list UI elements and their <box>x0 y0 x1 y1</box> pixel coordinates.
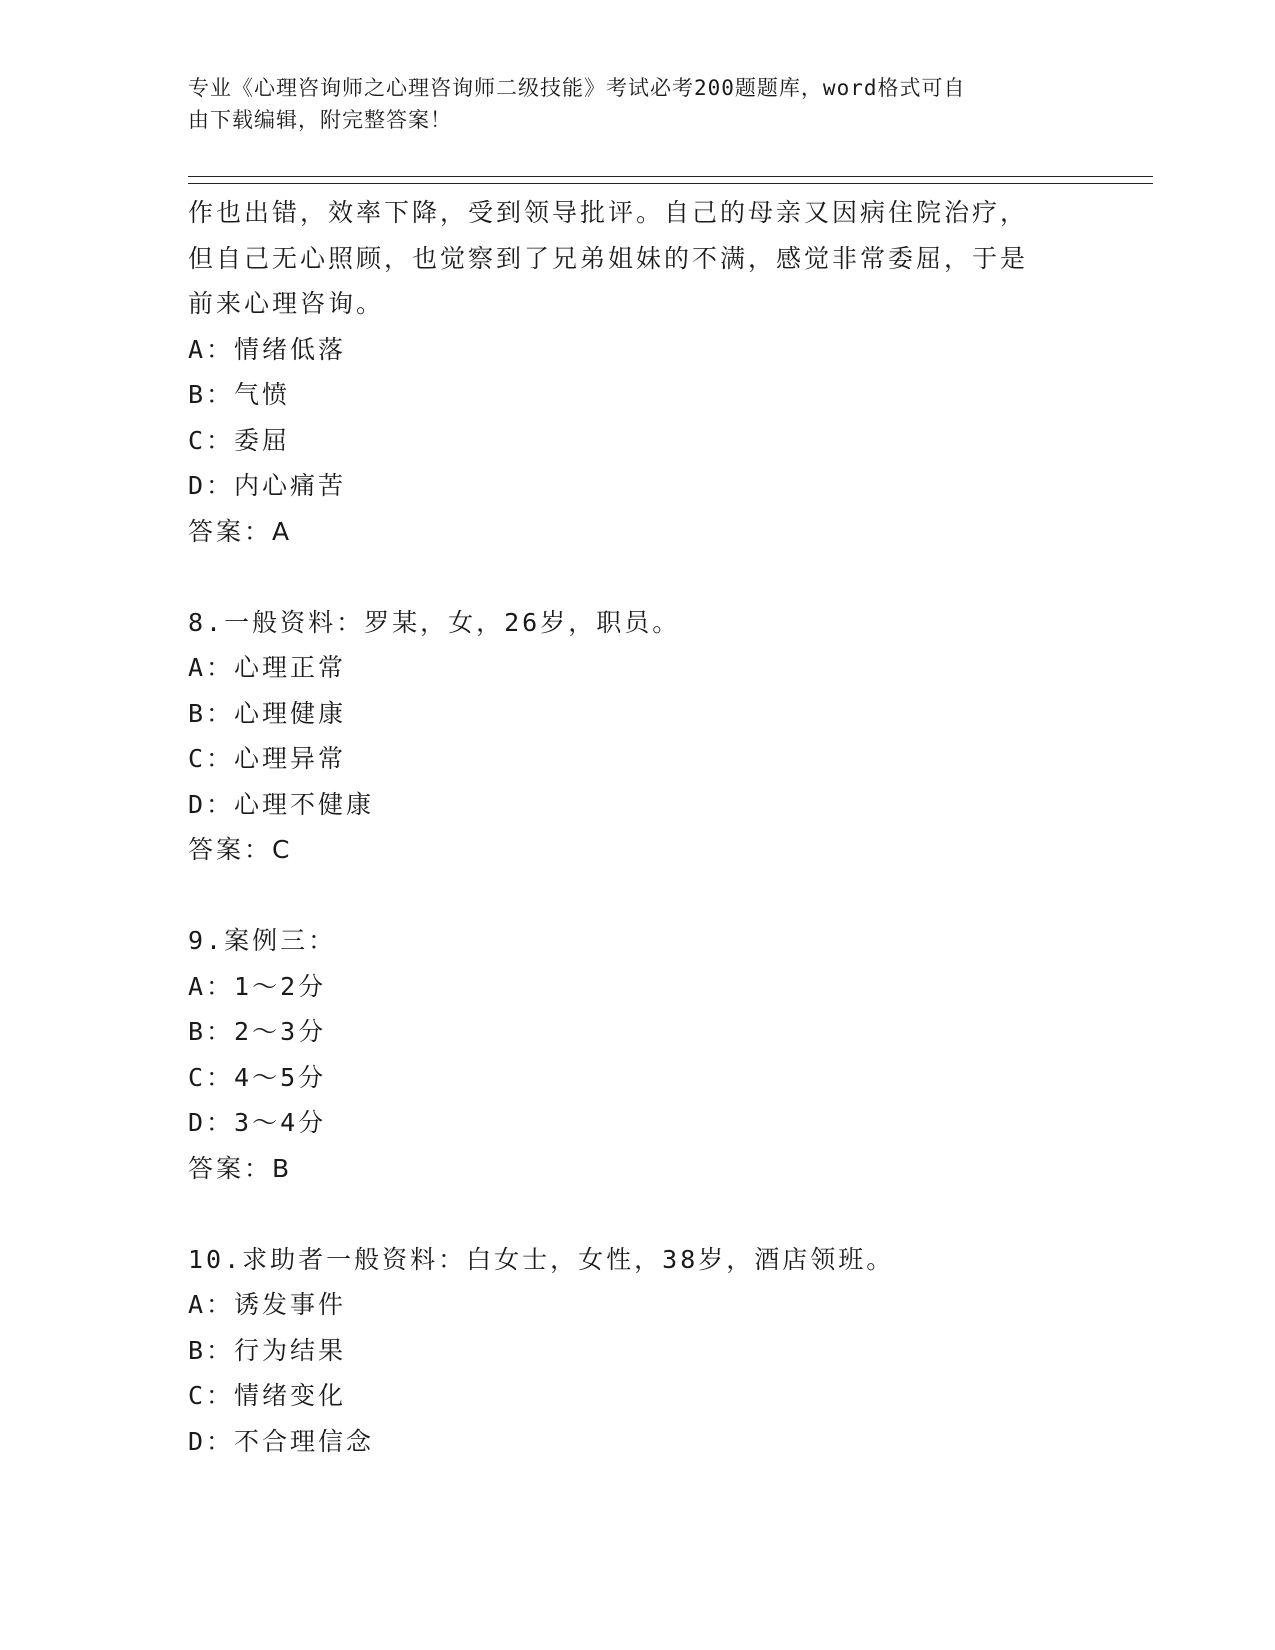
question-9 <box>188 918 1088 1191</box>
question-7-continuation <box>188 190 1088 554</box>
option-c: C：情绪变化 <box>188 1381 347 1410</box>
question-stem: 10.求助者一般资料：白女士，女性，38岁，酒店领班。 <box>188 1244 895 1274</box>
option-b: B：2～3分 <box>188 1017 327 1046</box>
option-a: A：诱发事件 <box>188 1290 347 1319</box>
option-d: D：心理不健康 <box>188 789 375 819</box>
question-content <box>188 190 1088 1464</box>
question-stem: 8.一般资料：罗某，女，26岁，职员。 <box>188 607 681 637</box>
answer-line: 答案：A <box>188 516 293 546</box>
question-10 <box>188 1237 1088 1465</box>
header-line-1: 专业《心理咨询师之心理咨询师二级技能》考试必考200题题库，word格式可自 <box>188 76 966 100</box>
option-a: A：情绪低落 <box>188 334 347 364</box>
spacer <box>188 873 1088 919</box>
stem-line: 作也出错，效率下降，受到领导批评。自己的母亲又因病住院治疗， <box>188 198 1029 227</box>
question-8 <box>188 600 1088 873</box>
option-d: D：3～4分 <box>188 1108 327 1137</box>
option-a: A：心理正常 <box>188 653 347 682</box>
question-stem: 9.案例三： <box>188 926 337 955</box>
stem-line: 但自己无心照顾，也觉察到了兄弟姐妹的不满，感觉非常委屈，于是 <box>188 243 1029 273</box>
option-b: B：心理健康 <box>188 698 347 728</box>
header-divider-bottom <box>188 183 1153 184</box>
document-header <box>188 72 1078 136</box>
option-d: D：不合理信念 <box>188 1426 375 1456</box>
spacer <box>188 554 1088 600</box>
option-c: C：4～5分 <box>188 1062 327 1092</box>
option-b: B：气愤 <box>188 380 291 409</box>
answer-line: 答案：B <box>188 1153 293 1183</box>
header-divider-top <box>188 176 1153 177</box>
answer-line: 答案：C <box>188 835 293 864</box>
option-d: D：内心痛苦 <box>188 471 347 500</box>
option-a: A：1～2分 <box>188 971 327 1001</box>
option-b: B：行为结果 <box>188 1335 347 1365</box>
option-c: C：委屈 <box>188 425 291 455</box>
stem-line: 前来心理咨询。 <box>188 289 385 318</box>
header-line-2: 由下载编辑，附完整答案！ <box>188 108 452 132</box>
option-c: C：心理异常 <box>188 744 347 773</box>
spacer <box>188 1191 1088 1237</box>
